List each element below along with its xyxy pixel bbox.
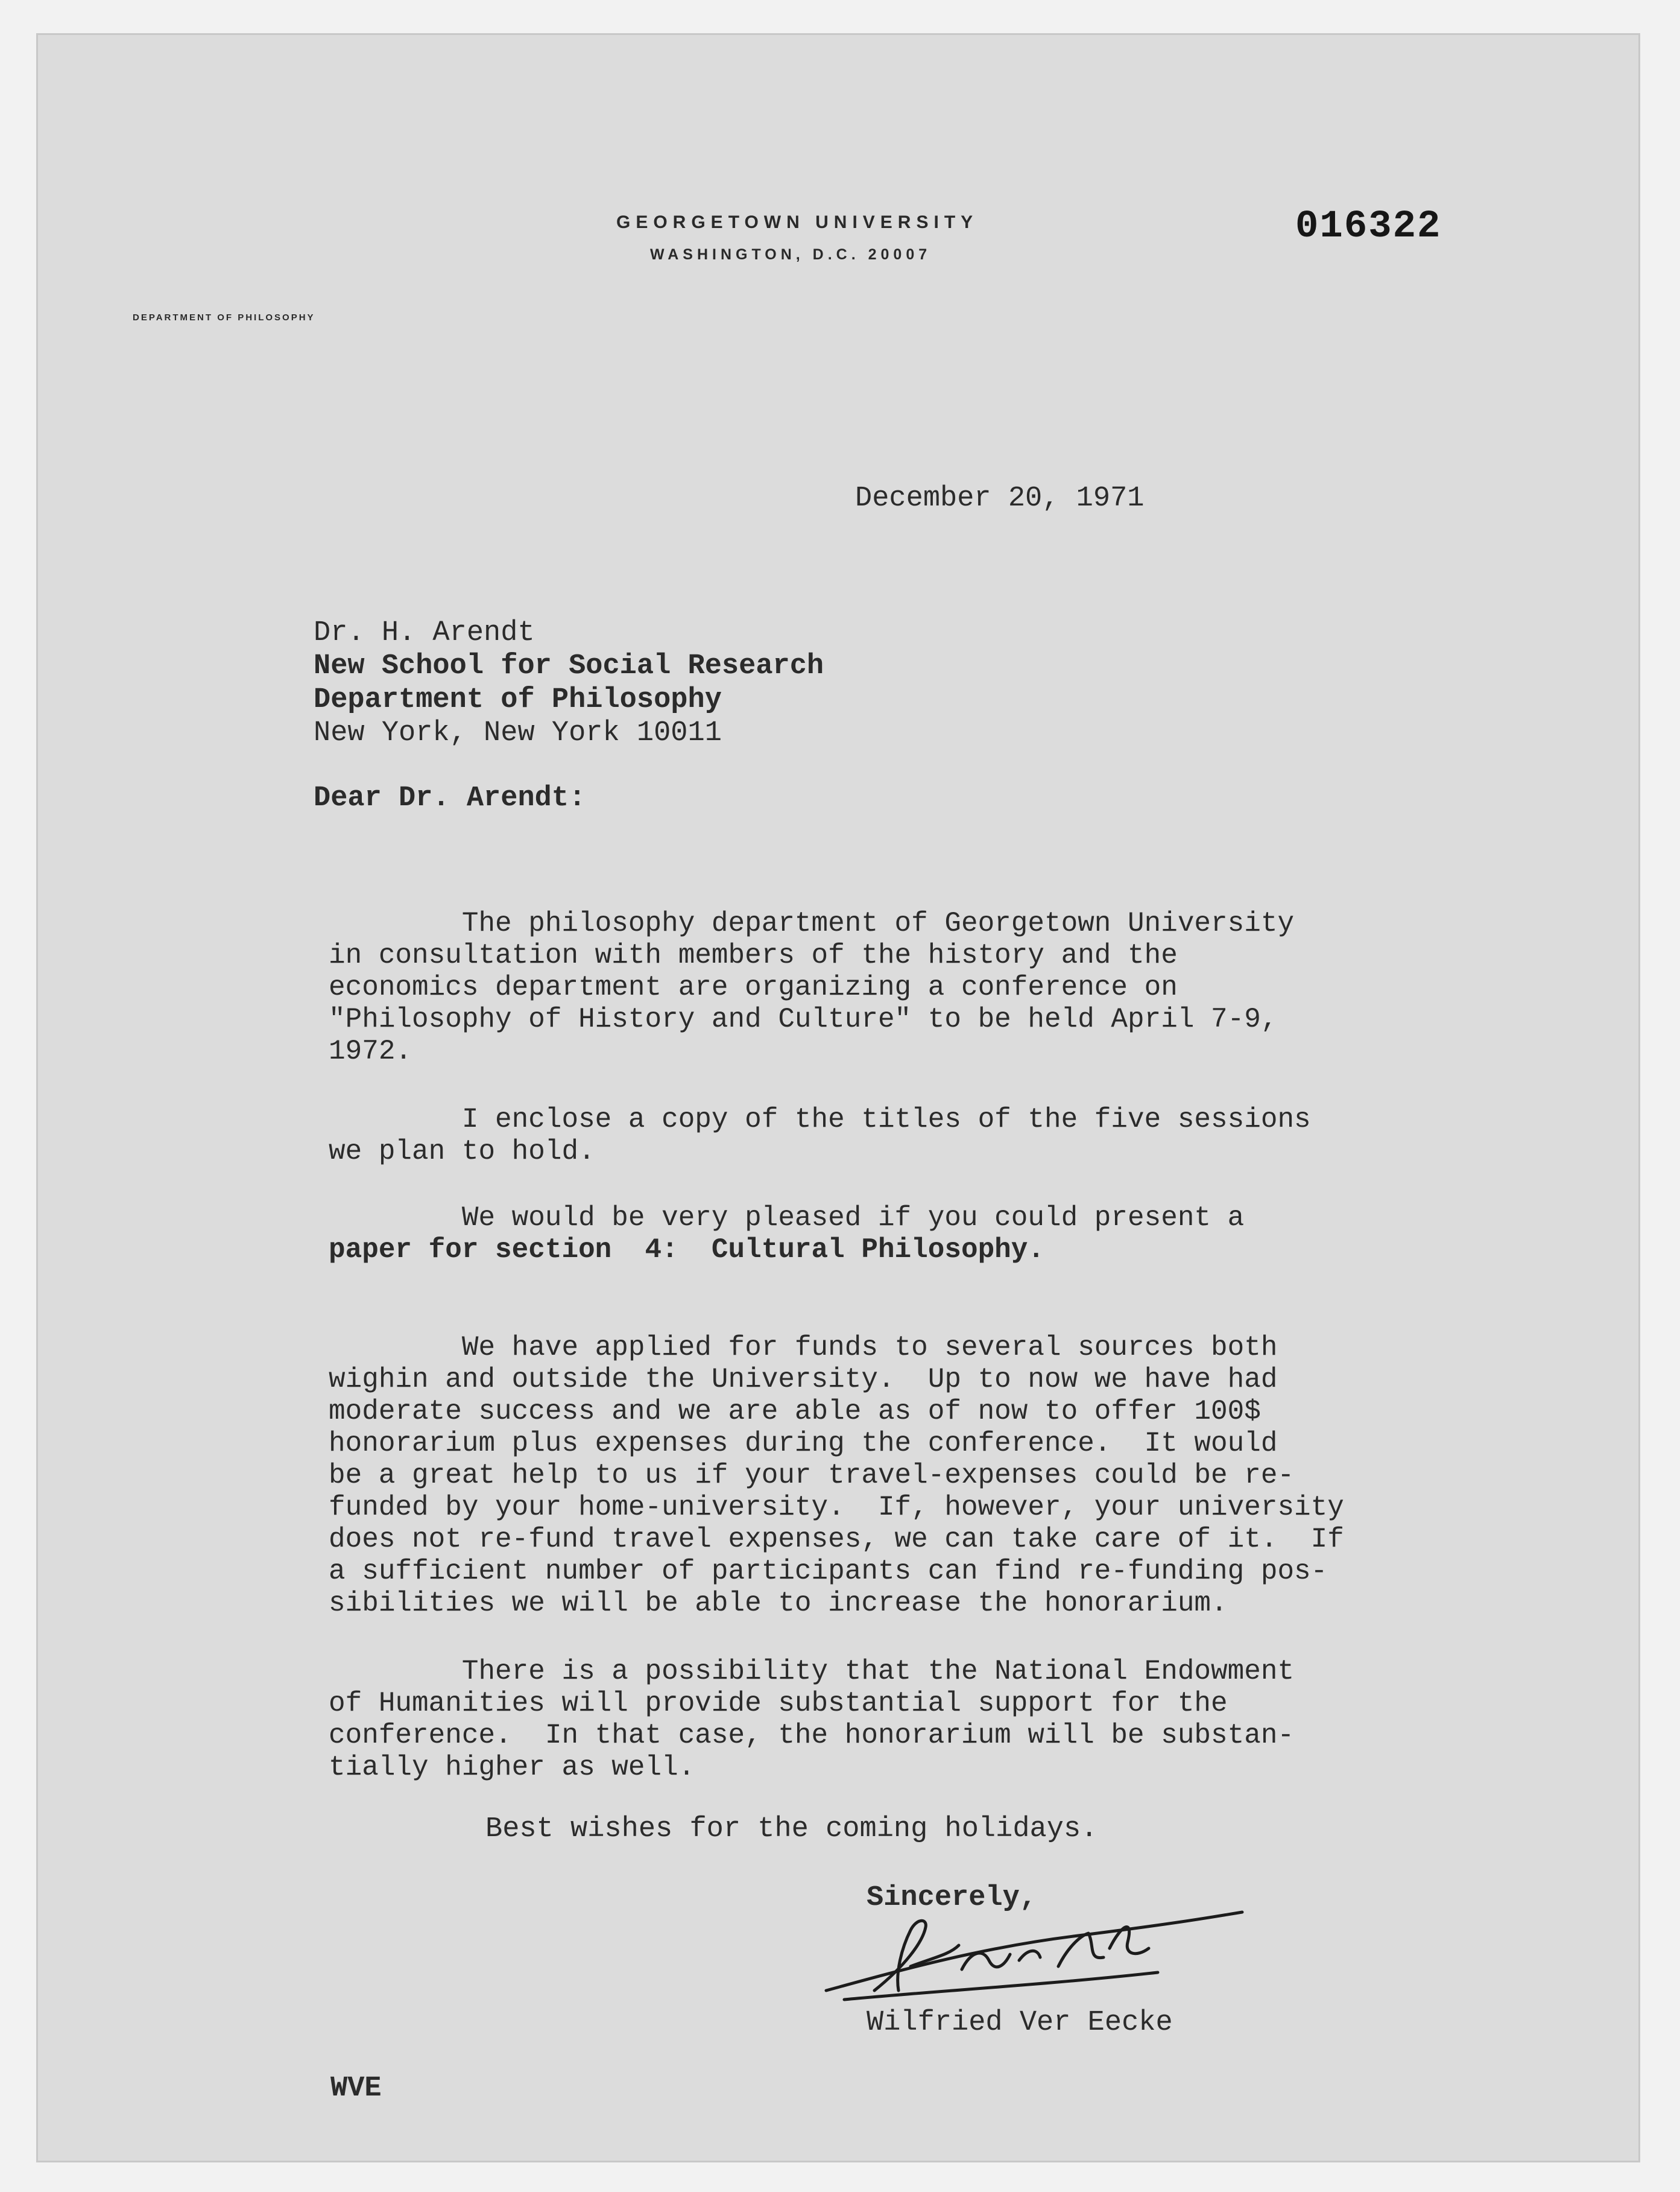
- paragraph-line: We have applied for funds to several sources both: [329, 1332, 1278, 1363]
- paragraph-line: moderate success and we are able as of now to offer 100$: [329, 1396, 1261, 1427]
- paragraph-line: we plan to hold.: [329, 1136, 595, 1167]
- signer-name: Wilfried Ver Eecke: [867, 2007, 1173, 2039]
- sign-off: Sincerely,: [867, 1882, 1037, 1914]
- typist-initials: WVE: [330, 2073, 382, 2105]
- paragraph-line: sibilities we will be able to increase the honorarium.: [329, 1588, 1228, 1619]
- recipient-department: Department of Philosophy: [314, 684, 722, 716]
- paragraph-line: I enclose a copy of the titles of the five sessions: [329, 1104, 1311, 1135]
- letterhead-address: WASHINGTON, D.C. 20007: [650, 246, 932, 263]
- document-number-stamp: 016322: [1295, 205, 1442, 249]
- paragraph-line: a sufficient number of participants can find re-funding pos-: [329, 1556, 1328, 1587]
- letter-date: December 20, 1971: [855, 483, 1145, 515]
- salutation: Dear Dr. Arendt:: [314, 782, 586, 814]
- paragraph-line: There is a possibility that the National Endowment: [329, 1656, 1295, 1687]
- paragraph-line: We would be very pleased if you could present a: [329, 1202, 1245, 1234]
- paragraph-line: in consultation with members of the history and the: [329, 940, 1178, 971]
- recipient-name: Dr. H. Arendt: [314, 617, 535, 649]
- letterhead-department: DEPARTMENT OF PHILOSOPHY: [133, 312, 315, 323]
- recipient-institution: New School for Social Research: [314, 650, 824, 682]
- closing-line: Best wishes for the coming holidays.: [485, 1813, 1098, 1845]
- handwritten-signature: [820, 1900, 1260, 2009]
- paragraph-line: be a great help to us if your travel-expenses could be re-: [329, 1460, 1295, 1491]
- paragraph-line: does not re-fund travel expenses, we can take care of it. If: [329, 1524, 1344, 1555]
- paragraph-line: funded by your home-university. If, however, your university: [329, 1492, 1344, 1523]
- paragraph-line: of Humanities will provide substantial support for the: [329, 1688, 1228, 1719]
- recipient-city: New York, New York 10011: [314, 717, 722, 749]
- paragraph-line: The philosophy department of Georgetown University: [329, 908, 1295, 939]
- paragraph-line: honorarium plus expenses during the conference. It would: [329, 1428, 1278, 1459]
- paragraph-line: tially higher as well.: [329, 1752, 695, 1783]
- paragraph-line: economics department are organizing a conference on: [329, 972, 1178, 1003]
- paragraph-line: "Philosophy of History and Culture" to be held April 7-9,: [329, 1004, 1278, 1035]
- paragraph-line: conference. In that case, the honorarium will be substan-: [329, 1720, 1295, 1751]
- paragraph-line: wighin and outside the University. Up to now we have had: [329, 1364, 1278, 1395]
- paragraph-line: 1972.: [329, 1036, 412, 1067]
- letterhead-university: GEORGETOWN UNIVERSITY: [616, 212, 979, 232]
- paragraph-line: paper for section 4: Cultural Philosophy.: [329, 1234, 1044, 1265]
